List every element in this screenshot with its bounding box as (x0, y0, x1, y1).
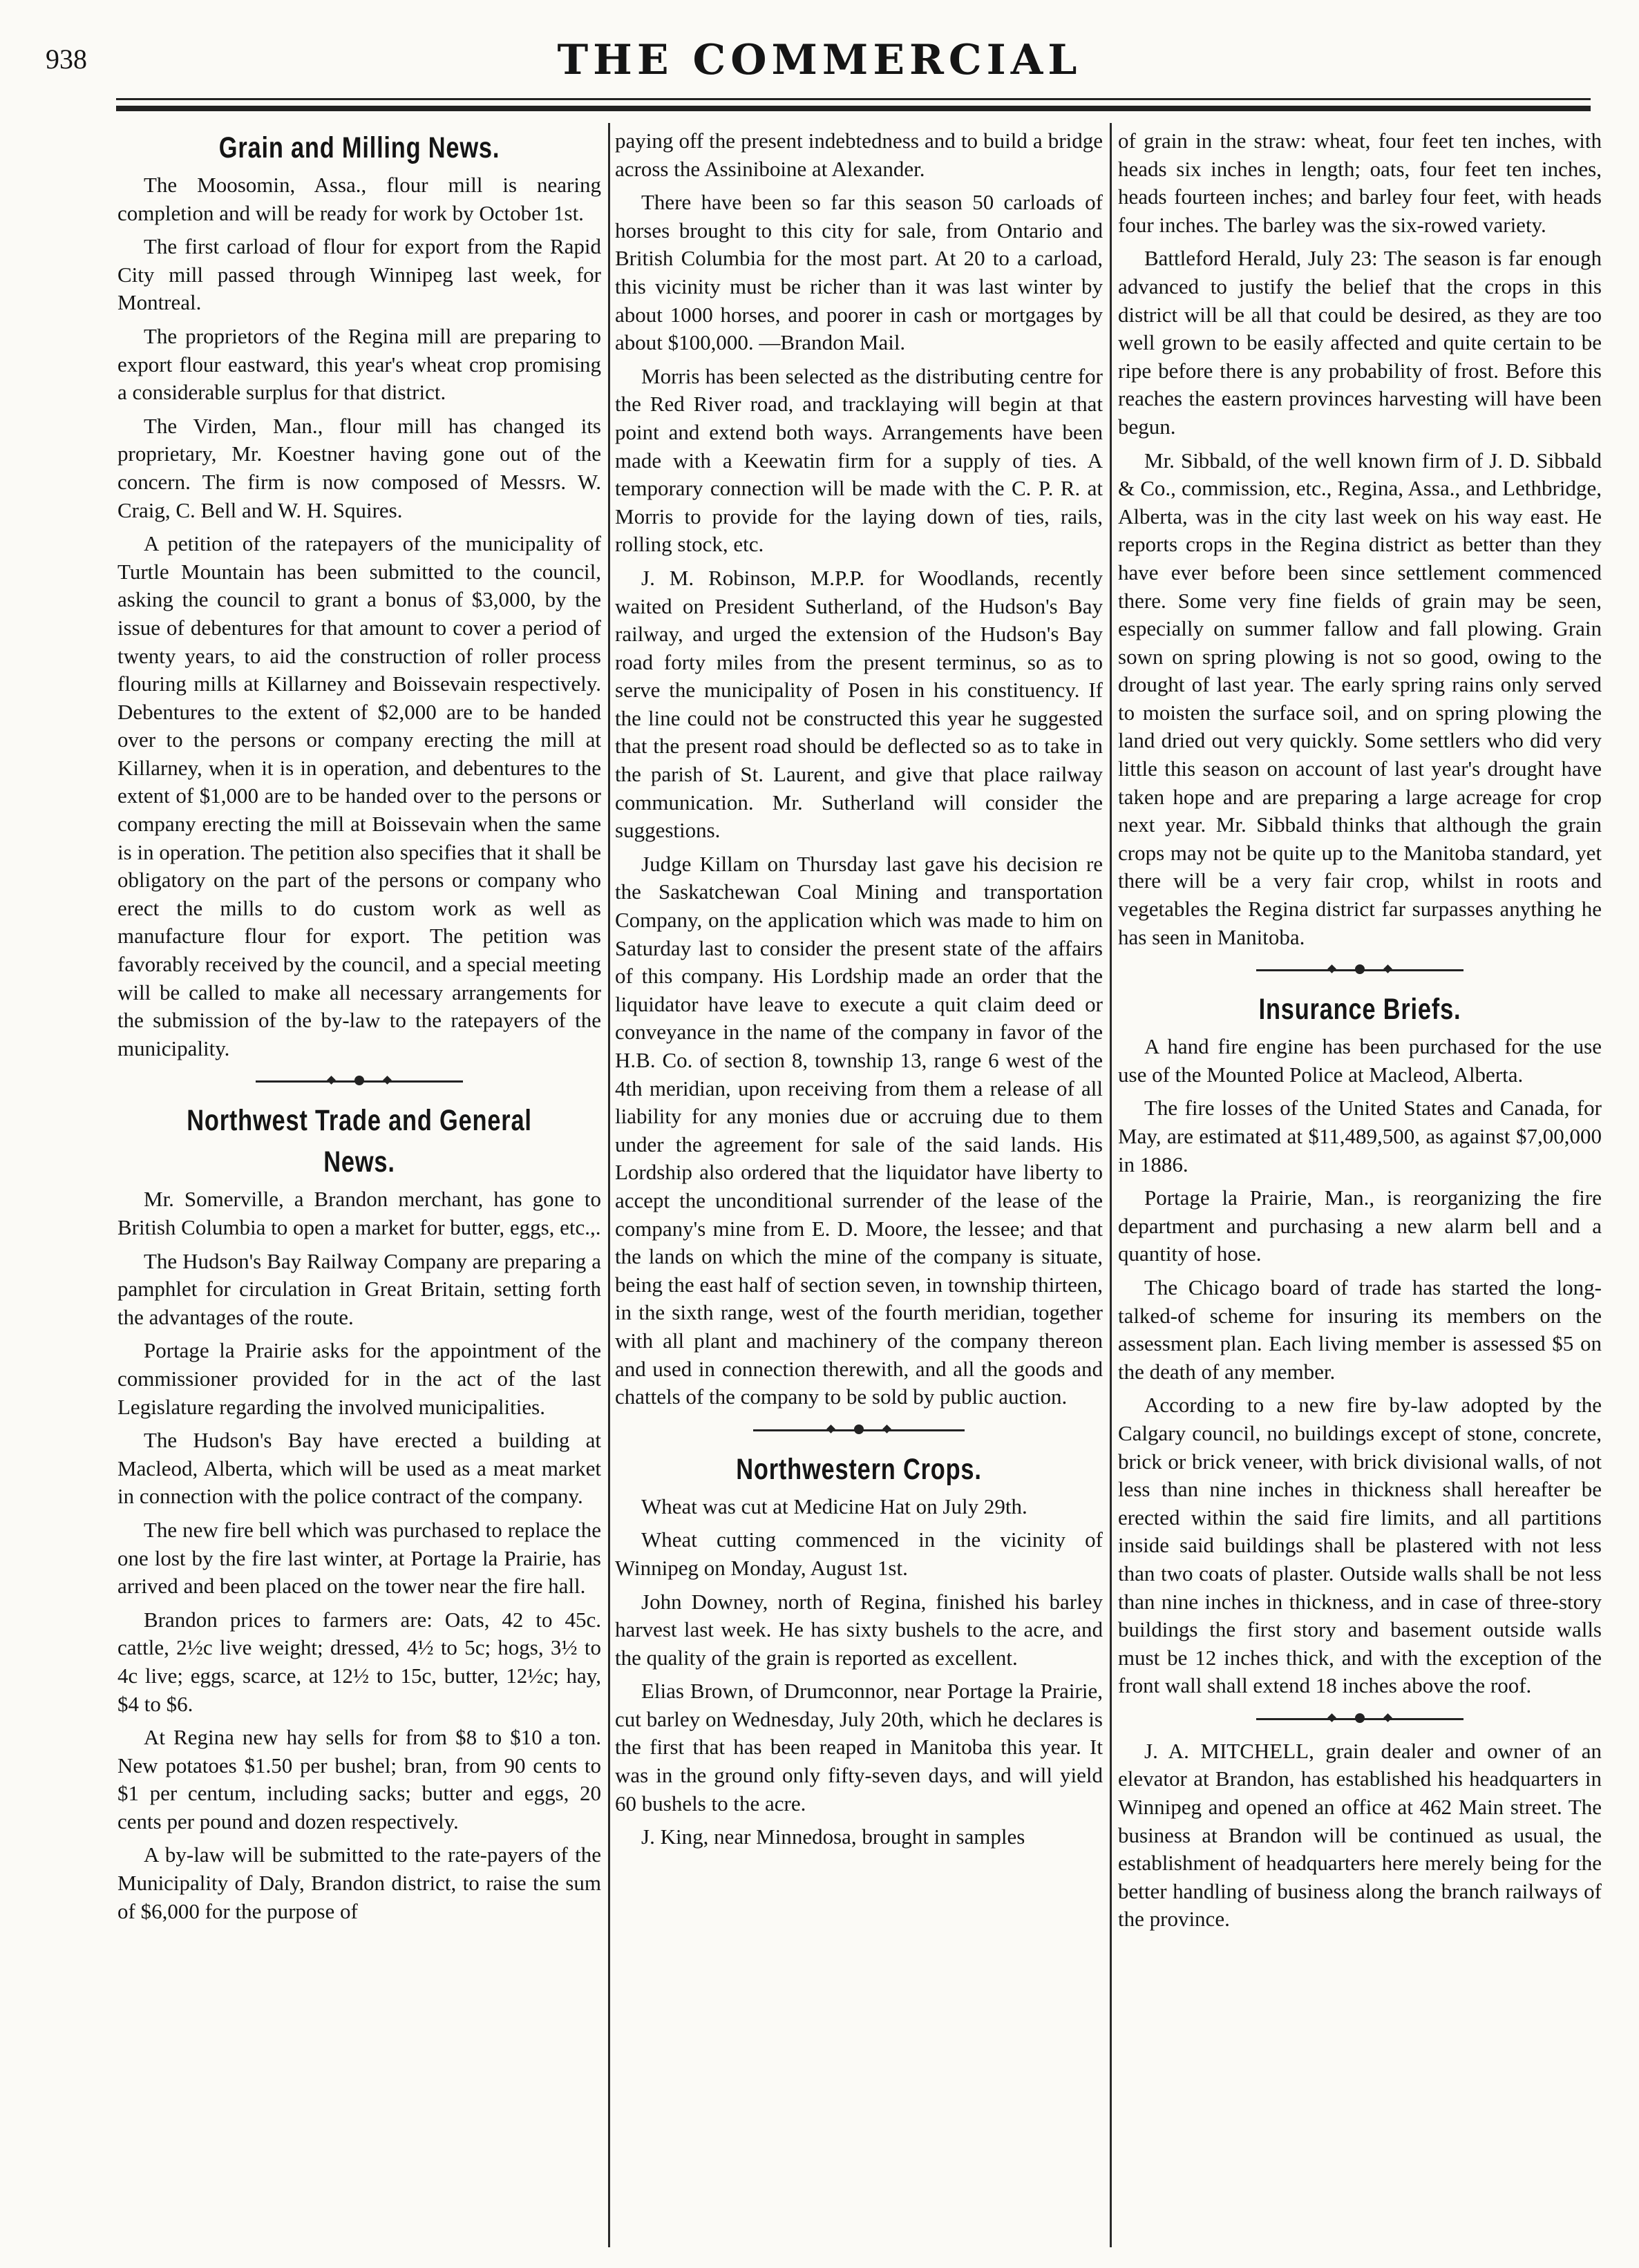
article-paragraph: J. A. MITCHELL, grain dealer and owner of an elevator at Brandon, has established his headquarters in Winnipeg and opened an office at 462 Main street. The business at Brandon will be continued as usual, the establishment of headquarters here merely being for the better handling of business along the branch railways of the province. (1118, 1738, 1602, 1932)
section-separator-ornament (615, 1418, 1103, 1442)
article-paragraph: Portage la Prairie, Man., is reorganizing the fire department and purchasing a new alarm bell and a quantity of hose. (1118, 1185, 1602, 1266)
section-separator-ornament (117, 1069, 601, 1093)
page-number: 938 (46, 44, 87, 75)
article-paragraph: A hand fire engine has been purchased for the use use of the Mounted Police at Macleod, Alberta. (1118, 1034, 1602, 1087)
section-heading-northwest-trade: Northwest Trade and General News. (187, 1104, 532, 1179)
article-paragraph: The new fire bell which was purchased to replace the one lost by the fire last winter, at Portage la Prairie, has arrived and been placed on the tower near the fire hall. (117, 1517, 601, 1599)
article-paragraph: Judge Killam on Thursday last gave his decision re the Saskatchewan Coal Mining and transportation Company, on the application which was made to him on Saturday last to consider the present state of the affairs of this company. His Lordship made an order that the liquidator have leave to execute a quit claim deed or conveyance in the name of the company in favor of the H.B. Co. of section 8, township 13, range 6 west of the 4th meridian, upon receiving from them a release of all liability for any monies due or accruing due to them under the agreement for sale of the said lands. His Lordship also ordered that the liquidator have liberty to accept the unconditional surrender of the lease of the company's mine from E. D. Moore, the lessee; and that the lands on which the mine of the company is situate, being the east half of section seven, in township thirteen, in the sixth range, west of the fourth meridian, together with all plant and machinery of the company thereon and used in connection therewith, and all the goods and chattels of the company to be sold by public auction. (615, 851, 1103, 1409)
column-2 (615, 127, 1103, 2247)
article-paragraph: J. King, near Minnedosa, brought in samples (641, 1824, 1025, 1849)
article-paragraph: Portage la Prairie asks for the appointment of the commissioner provided for in the act of the last Legislature regarding the involved municipalities. (117, 1338, 601, 1419)
article-paragraph: Elias Brown, of Drumconnor, near Portage la Prairie, cut barley on Wednesday, July 20th, which he declares is the first that has been reaped in Manitoba this year. It was in the ground only fifty-seven days, and will yield 60 bushels to the acre. (615, 1679, 1103, 1816)
article-paragraph: J. M. Robinson, M.P.P. for Woodlands, recently waited on President Sutherland, of the Hudson's Bay railway, and urged the extension of the Hudson's Bay road forty miles from the present terminus, so as to serve the municipality of Posen in his constituency. If the line could not be constructed this year he suggested that the present road should be deflected so as to take in the parish of St. Laurent, and give that place railway communication. Mr. Sutherland will consider the suggestions. (615, 565, 1103, 843)
article-paragraph: The proprietors of the Regina mill are preparing to export flour eastward, this year's wheat crop promising a considerable surplus for that district. (117, 323, 601, 405)
article-paragraph: Morris has been selected as the distributing centre for the Red River road, and tracklaying will begin at that point and extend both ways. Arrangements have been made with a Keewatin firm for a supply of ties. A temporary connection will be made with the C. P. R. at Morris to provide for the laying down of ties, rails, rolling stock, etc. (615, 363, 1103, 557)
article-paragraph-continued: paying off the present indebtedness and to build a bridge across the Assiniboine at Alexander. (615, 128, 1103, 181)
section-separator-ornament (1118, 958, 1602, 982)
article-paragraph: Wheat was cut at Medicine Hat on July 29th. (641, 1494, 1027, 1518)
article-paragraph: The Hudson's Bay have erected a building at Macleod, Alberta, which will be used as a meat market in connection with the police contract of the company. (117, 1428, 601, 1509)
column-divider (608, 123, 610, 2247)
article-paragraph: A petition of the ratepayers of the municipality of Turtle Mountain has been submitted to the council, asking the council to grant a bonus of $3,000, by the issue of debentures for that amount to cover a period of twenty years, to aid the construction of roller process flouring mills at Killarney and Boissevain respectively. Debentures to the extent of $2,000 are to be handed over to the persons or company erecting the mill at Killarney, when it is in operation, and debentures to the extent of $1,000 are to be handed over to the persons or company erecting the mill at Boissevain when the same is in operation. The petition also specifies that it shall be obligatory on the part of the persons or company who erect the mills to do custom work as well as manufacture flour for export. The petition was favorably received by the council, and a special meeting will be called to make all necessary arrangements for the submission of the by-law to the ratepayers of the municipality. (117, 531, 601, 1060)
article-paragraph: According to a new fire by-law adopted by the Calgary council, no buildings except of stone, concrete, brick or brick veneer, with brick divisional walls, of not less than nine inches in thickness shall hereafter be erected within the said fire limits, and all partitions inside said buildings shall be plastered with not less than two coats of plaster. Outside walls shall be not less than nine inches in thickness, and in case of three-story buildings the first story and basement outside walls must be 12 inches thick, and with the exception of the front wall shall extend 18 inches above the roof. (1118, 1393, 1602, 1698)
article-paragraph: Wheat cutting commenced in the vicinity of Winnipeg on Monday, August 1st. (615, 1527, 1103, 1580)
article-paragraph: Brandon prices to farmers are: Oats, 42 to 45c. cattle, 2½c live weight; dressed, 4½ to 5c; hogs, 3½ to 4c live; eggs, scarce, at 12½ to 15c, butter, 12½c; hay, $4 to $6. (117, 1607, 601, 1716)
article-paragraph: At Regina new hay sells for from $8 to $10 a ton. New potatoes $1.50 per bushel; bran, from 90 cents to $1 per centum, including sacks; butter and eggs, 20 cents per pound and dozen respectively. (117, 1725, 601, 1833)
article-paragraph: The fire losses of the United States and Canada, for May, are estimated at $11,489,500, as against $7,00,000 in 1886. (1118, 1096, 1602, 1176)
column-divider (1110, 123, 1112, 2247)
article-paragraph-continued: of grain in the straw: wheat, four feet ten inches, with heads six inches in length; oats, four feet ten inches, heads fourteen inches; and barley four feet, with heads four inches. The barley was the six-rowed variety. (1118, 128, 1602, 237)
article-paragraph: The Moosomin, Assa., flour mill is nearing completion and will be ready for work by October 1st. (117, 173, 601, 225)
section-separator-ornament (1118, 1707, 1602, 1731)
masthead-title: THE COMMERCIAL (557, 36, 1082, 84)
article-paragraph: The Hudson's Bay Railway Company are preparing a pamphlet for circulation in Great Britain, setting forth the advantages of the route. (117, 1248, 601, 1329)
article-paragraph: Mr. Sibbald, of the well known firm of J. D. Sibbald & Co., commission, etc., Regina, Assa., and Lethbridge, Alberta, was in the city last week on his way east. He reports crops in the Regina district as better than they have ever before been since settlement commenced there. Some very fine fields of grain may be seen, especially on summer fallow and fall plowing. Grain sown on spring plowing is not so good, owing to the drought of last year. The early spring rains only served to moisten the surface soil, and on spring plowing the land dried out very quickly. Some settlers who did very little this season on account of last year's drought have taken hope and are preparing a large acreage for crop next year. Mr. Sibbald thinks that although the grain crops may not be quite up to the Manitoba standard, yet there will be a very fair crop, whilst in roots and vegetables the Regina district far surpasses anything he has seen in Manitoba. (1118, 448, 1602, 949)
section-heading-northwestern-crops: Northwestern Crops. (736, 1452, 982, 1486)
article-paragraph: The Virden, Man., flour mill has changed its proprietary, Mr. Koestner having gone out of the concern. The firm is now composed of Messrs. W. Craig, C. Bell and W. H. Squires. (117, 413, 601, 522)
article-paragraph: A by-law will be submitted to the rate-payers of the Municipality of Daly, Brandon district, to raise the sum of $6,000 for the purpose of (117, 1842, 601, 1923)
header-rule-thick (116, 106, 1591, 111)
section-heading-grain-milling: Grain and Milling News. (218, 131, 500, 164)
article-paragraph: Mr. Somerville, a Brandon merchant, has gone to British Columbia to open a market for butter, eggs, etc.,. (117, 1187, 601, 1239)
column-1 (117, 127, 601, 2247)
article-paragraph: Battleford Herald, July 23: The season is far enough advanced to justify the belief that the crops in this district will be all that could be desired, as they are too well grown to be easily affected and quite certain to be ripe before there is any probability of frost. Before this reaches the eastern provinces harvesting will have been begun. (1118, 246, 1602, 439)
page-header (0, 0, 1639, 90)
column-3 (1118, 127, 1602, 2247)
article-paragraph: John Downey, north of Regina, finished his barley harvest last week. He has sixty bushels to the acre, and the quality of the grain is reported as excellent. (615, 1589, 1103, 1670)
article-paragraph: The Chicago board of trade has started the long-talked-of scheme for insuring its members on the assessment plan. Each living member is assessed $5 on the death of any member. (1118, 1275, 1602, 1384)
section-heading-insurance-briefs: Insurance Briefs. (1258, 993, 1461, 1027)
article-paragraph: The first carload of flour for export from the Rapid City mill passed through Winnipeg last week, for Montreal. (117, 234, 601, 315)
article-paragraph: There have been so far this season 50 carloads of horses brought to this city for sale, from Ontario and British Columbia for the most part. At 20 to a carload, this vicinity must be richer than it was last winter by about 1000 horses, and poorer in cash or mortgages by about $100,000. —Brandon Mail. (615, 190, 1103, 355)
header-rule-thin (116, 98, 1591, 100)
